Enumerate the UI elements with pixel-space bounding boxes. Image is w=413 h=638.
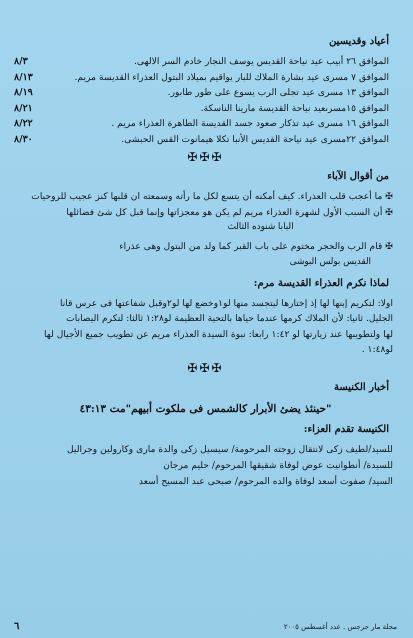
- honor-line: لها ولتطويبها عند زيارتها لو ١:٤٢ رابعا: نبوة السيدة العذراء مريم عن تطويب جميع الأجيال لها: [43, 328, 393, 340]
- feast-text: الموافق ٧ مسرى عيد بشارة الملاك للبار يواقيم بميلاد البتول العذراء القديسة مريم.: [74, 71, 389, 83]
- honor-line: لو١:٤٨ .: [361, 344, 393, 355]
- saying: ✠ أن السبب الأول لشهرة العذراء مريم لم يكن هو معجزاتها وإنما قبل كل شئ فضائلها: [66, 206, 393, 218]
- feast-text: الموافق ١٥مسرىعيد نياحة القديسة مارينا الناسكة.: [200, 102, 389, 114]
- feasts-list: [14, 54, 397, 147]
- honor-line: الجليل. ثانيا: لأن الملاك كرمها عندما حياها بالتحية العظيمة لو١:٢٨ ثالثا: لتكرم اليصابات: [66, 313, 393, 324]
- feast-date: ٨/٣٠: [14, 133, 33, 145]
- feast-row: [14, 54, 397, 70]
- cross-divider: ✠✠✠: [187, 150, 224, 164]
- feast-row: [14, 116, 397, 132]
- honor-heading: لماذا نكرم العذراء القديسة مرم:: [253, 277, 389, 289]
- feasts-heading: أعياد وقديسين: [329, 36, 389, 47]
- feast-date: ٨/٣: [14, 56, 28, 67]
- condolence-line: السيد/ صفوت أسعد لوفاة والده المرحوم/ صبحى عبد المسيح أسعد: [138, 475, 393, 487]
- condolence-line: للسيد/لطيف زكى لانتقال زوجته المرحومة/ سيسيل زكى والدة مارى وكارولين وجراليل: [66, 443, 393, 455]
- page-number: ٦: [14, 621, 20, 632]
- feast-text: الموافق ٢٢مسرى عيد نياحة القديس الأنبا تكلا هيمانوت القس الحبشى.: [121, 133, 389, 145]
- fathers-heading: من أقوال الآباء: [327, 171, 389, 182]
- feast-date: ٨/٢٢: [14, 118, 33, 129]
- cross-divider: ✠✠✠: [187, 360, 224, 375]
- saying-attribution: القديس بولس البوشى: [289, 256, 371, 267]
- honor-line: اولا: لتكريم إبنها لها إذ إختارها ليتجسد منها لو١وخضع لها لو٢وقبل شفاعتها فى عرس قانا: [59, 297, 393, 309]
- feast-date: ٨/٢١: [14, 102, 33, 114]
- condolence-line: للسيدة/ أنطوانيت عوض لوفاة شقيقها المرحوم/ حليم مرجان: [163, 459, 393, 471]
- feast-text: الموافق ١٦ مسرى عيد تذكار صعود جسد القديسة الطاهرة العذراء مريم .: [111, 118, 389, 129]
- news-heading: أخبار الكنيسة: [334, 381, 389, 393]
- footer-caption: مجلة مار جرجس . عدد أغسطس ٢٠٠٥: [283, 622, 397, 631]
- feast-text: الموافق ٢٦ أبيب عيد نياحة القديس يوسف النجار خادم السر الالهى.: [134, 56, 389, 67]
- verse-quote: "حينئذ يضئ الأبرار كالشمس فى ملكوت أبيهم"مت ٤٣:١٣: [79, 402, 332, 415]
- feast-row: [14, 85, 397, 101]
- condolence-heading: الكنيسة تقدم العزاء:: [303, 423, 389, 435]
- feast-row: [14, 132, 397, 148]
- feast-date: ٨/١٩: [14, 87, 33, 98]
- saying: ✠ ما أعجب قلب العذراء. كيف أمكنه أن يتسع لكل ما رأته وسمعته ان قلبها كنز عجيب للروحيات: [31, 191, 393, 202]
- feast-row: [14, 101, 397, 117]
- feast-row: [14, 70, 397, 86]
- feast-text: الموافق ١٣ مسرى عيد تجلى الرب يسوع على طور طابور.: [167, 87, 389, 98]
- saying: ✠ قام الرب والحجر مختوم على باب القبر كما ولد من البتول وهى عذراء: [119, 241, 393, 252]
- page-footer: [14, 621, 397, 632]
- feast-date: ٨/١٣: [14, 71, 33, 83]
- saying-attribution: البابا شنوده الثالث: [227, 222, 294, 232]
